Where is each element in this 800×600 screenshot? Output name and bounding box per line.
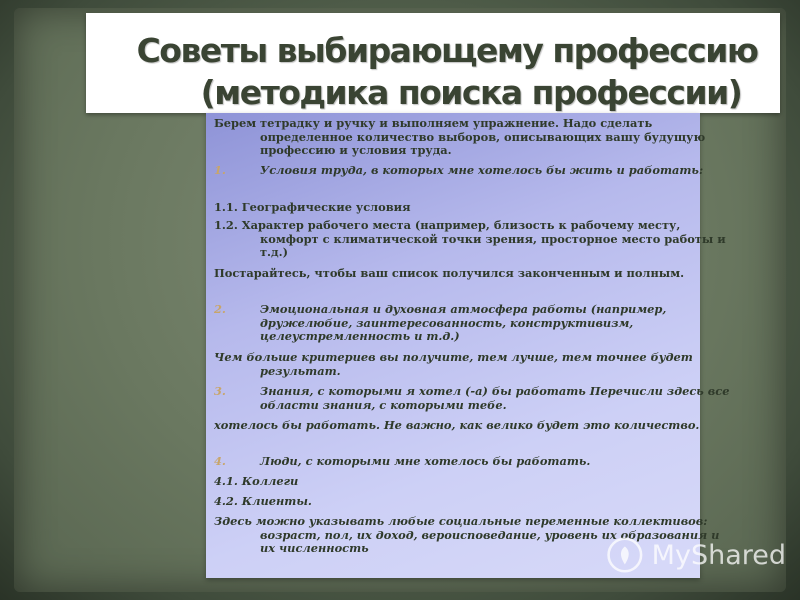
- intro-paragraph: Берем тетрадку и ручку и выполняем упражнение. Надо сделать определенное количество выборов, описывающих вашу будущую профессию и условия труда.: [214, 116, 706, 157]
- slide-title-line2: (методика поиска профессии): [200, 73, 742, 112]
- note-paragraph-1: Постарайтесь, чтобы ваш список получился законченным и полным.: [214, 266, 685, 280]
- list-number-4: 4.: [214, 454, 226, 468]
- list-item-4-1: 4.1. Коллеги: [214, 474, 299, 488]
- list-item-4: 4. Люди, с которыми мне хотелось бы работать.: [214, 454, 591, 468]
- note-paragraph-4: Здесь можно указывать любые социальные переменные коллективов: возраст, пол, их доход, вероисповедание, уровень их образования и их численность: [214, 514, 720, 555]
- note-paragraph-2: Чем больше критериев вы получите, тем лучше, тем точнее будет результат.: [214, 350, 693, 378]
- list-item-1-1: 1.1. Географические условия: [214, 200, 411, 214]
- myshared-logo-icon: [606, 533, 644, 577]
- title-box: [86, 13, 780, 113]
- note-paragraph-3: хотелось бы работать. Не важно, как велико будет это количество.: [214, 418, 700, 432]
- list-number-1: 1.: [214, 163, 226, 177]
- list-item-1-2: 1.2. Характер рабочего места (например, близость к рабочему месту, комфорт с климатической точки зрения, просторное место работы и т.д.): [214, 218, 726, 259]
- list-item-4-2: 4.2. Клиенты.: [214, 494, 312, 508]
- list-number-2: 2.: [214, 302, 226, 316]
- watermark-text: MyShared: [651, 539, 786, 571]
- list-item-1: 1. Условия труда, в которых мне хотелось бы жить и работать:: [214, 163, 704, 177]
- slide-title-line1: Советы выбирающему профессию: [136, 31, 758, 70]
- list-item-2: 2. Эмоциональная и духовная атмосфера работы (например, дружелюбие, заинтересованность, конструктивизм, целеустремленность и т.д.): [214, 302, 667, 343]
- list-item-3: 3. Знания, с которыми я хотел (-а) бы работать Перечисли здесь все области знания, с которыми тебе.: [214, 384, 730, 412]
- list-number-3: 3.: [214, 384, 226, 398]
- watermark: [606, 530, 786, 580]
